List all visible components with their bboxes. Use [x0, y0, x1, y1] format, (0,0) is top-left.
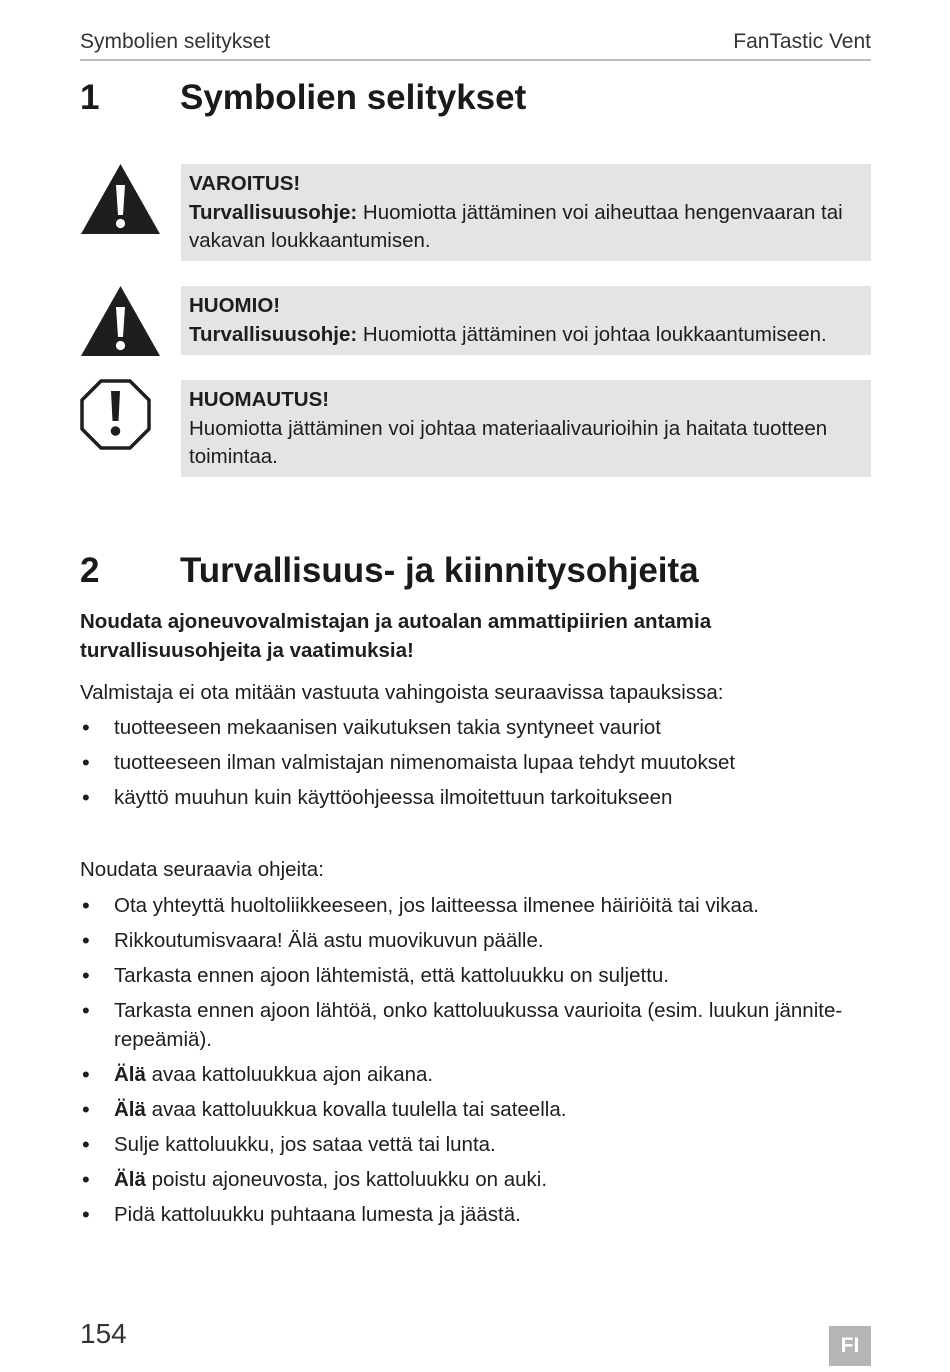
list-item-text: avaa kattoluukkua ajon aikana.: [145, 1062, 434, 1086]
notice-octagon-icon: [80, 379, 151, 450]
list-item-text: Tarkasta ennen ajoon lähtöä, onko kattoluukussa vaurioita (esim. luukun jännite-repeämiä).: [114, 999, 843, 1051]
notice-label: Turvallisuusohje:: [189, 322, 358, 346]
list-item: [80, 1061, 880, 1090]
list-item: [80, 892, 880, 921]
list-item-text: poistu ajoneuvosta, jos kattoluukku on auki.: [145, 1167, 548, 1191]
page-number: 154: [80, 1318, 127, 1349]
notice-keyword: HUOMIO!: [189, 294, 281, 317]
list-item: [80, 962, 880, 991]
list-item: • tuotteeseen mekaanisen vaikutuksen takia syntyneet vauriot: [80, 714, 880, 743]
notice-label: Turvallisuusohje:: [189, 200, 358, 224]
list-item-emphasis: Älä: [114, 1167, 146, 1191]
list-item: [80, 927, 880, 956]
list-item: [80, 1166, 880, 1195]
notice-keyword: HUOMAUTUS!: [189, 388, 330, 411]
list-item: [80, 1131, 880, 1160]
notice-warning: [181, 164, 871, 261]
notice-text: Huomiotta jättäminen voi johtaa materiaalivaurioihin ja haitata tuotteen toimintaa.: [189, 416, 828, 468]
list-item-emphasis: Älä: [114, 1097, 146, 1121]
instructions-list: [80, 892, 880, 1229]
list-item-text: Sulje kattoluukku, jos sataa vettä tai lunta.: [114, 1132, 496, 1156]
warning-triangle-icon: [80, 163, 161, 235]
list-item-emphasis: Älä: [114, 1062, 146, 1086]
caution-triangle-icon: [80, 285, 161, 357]
list-item-text: Tarkasta ennen ajoon lähtemistä, että kattoluukku on suljettu.: [114, 964, 669, 987]
liability-intro: Valmistaja ei ota mitään vastuuta vahingoista seuraavissa tapauksissa:: [80, 681, 724, 704]
list-item: [80, 1201, 880, 1230]
list-item-text: Rikkoutumisvaara! Älä astu muovikuvun päälle.: [114, 929, 544, 952]
section-number: 1: [80, 78, 100, 117]
notice-material: [181, 380, 871, 477]
notice-text: Huomiotta jättäminen voi aiheuttaa hengenvaaran tai vakavan loukkaantumisen.: [189, 200, 843, 252]
running-header-section: Symbolien selitykset: [80, 30, 271, 53]
notice-keyword: VAROITUS!: [189, 172, 301, 195]
notice-caution: [181, 286, 871, 355]
list-item: • tuotteeseen ilman valmistajan nimenomaista lupaa tehdyt muutokset: [80, 749, 880, 778]
list-item-text: Ota yhteyttä huoltoliikkeeseen, jos laitteessa ilmenee häiriöitä tai vikaa.: [114, 894, 759, 917]
language-tab: FI: [829, 1326, 871, 1366]
liability-list: [80, 714, 880, 813]
section-title: Turvallisuus- ja kiinnitysohjeita: [180, 551, 699, 590]
list-item: • käyttö muuhun kuin käyttöohjeessa ilmoitettuun tarkoitukseen: [80, 784, 880, 813]
running-header-product: FanTastic Vent: [733, 30, 871, 53]
instructions-intro: Noudata seuraavia ohjeita:: [80, 858, 324, 881]
list-item: [80, 997, 880, 1054]
notice-text: Huomiotta jättäminen voi johtaa loukkaantumiseen.: [357, 322, 827, 346]
section-title: Symbolien selitykset: [180, 78, 527, 117]
safety-lead-paragraph: Noudata ajoneuvovalmistajan ja autoalan ammattipiirien antamia turvallisuusohjeita ja vaatimuksia!: [80, 610, 712, 662]
header-divider: [80, 59, 871, 61]
section-number: 2: [80, 551, 100, 590]
list-item: [80, 1096, 880, 1125]
list-item-text: Pidä kattoluukku puhtaana lumesta ja jäästä.: [114, 1202, 521, 1226]
list-item-text: avaa kattoluukkua kovalla tuulella tai sateella.: [145, 1097, 567, 1121]
